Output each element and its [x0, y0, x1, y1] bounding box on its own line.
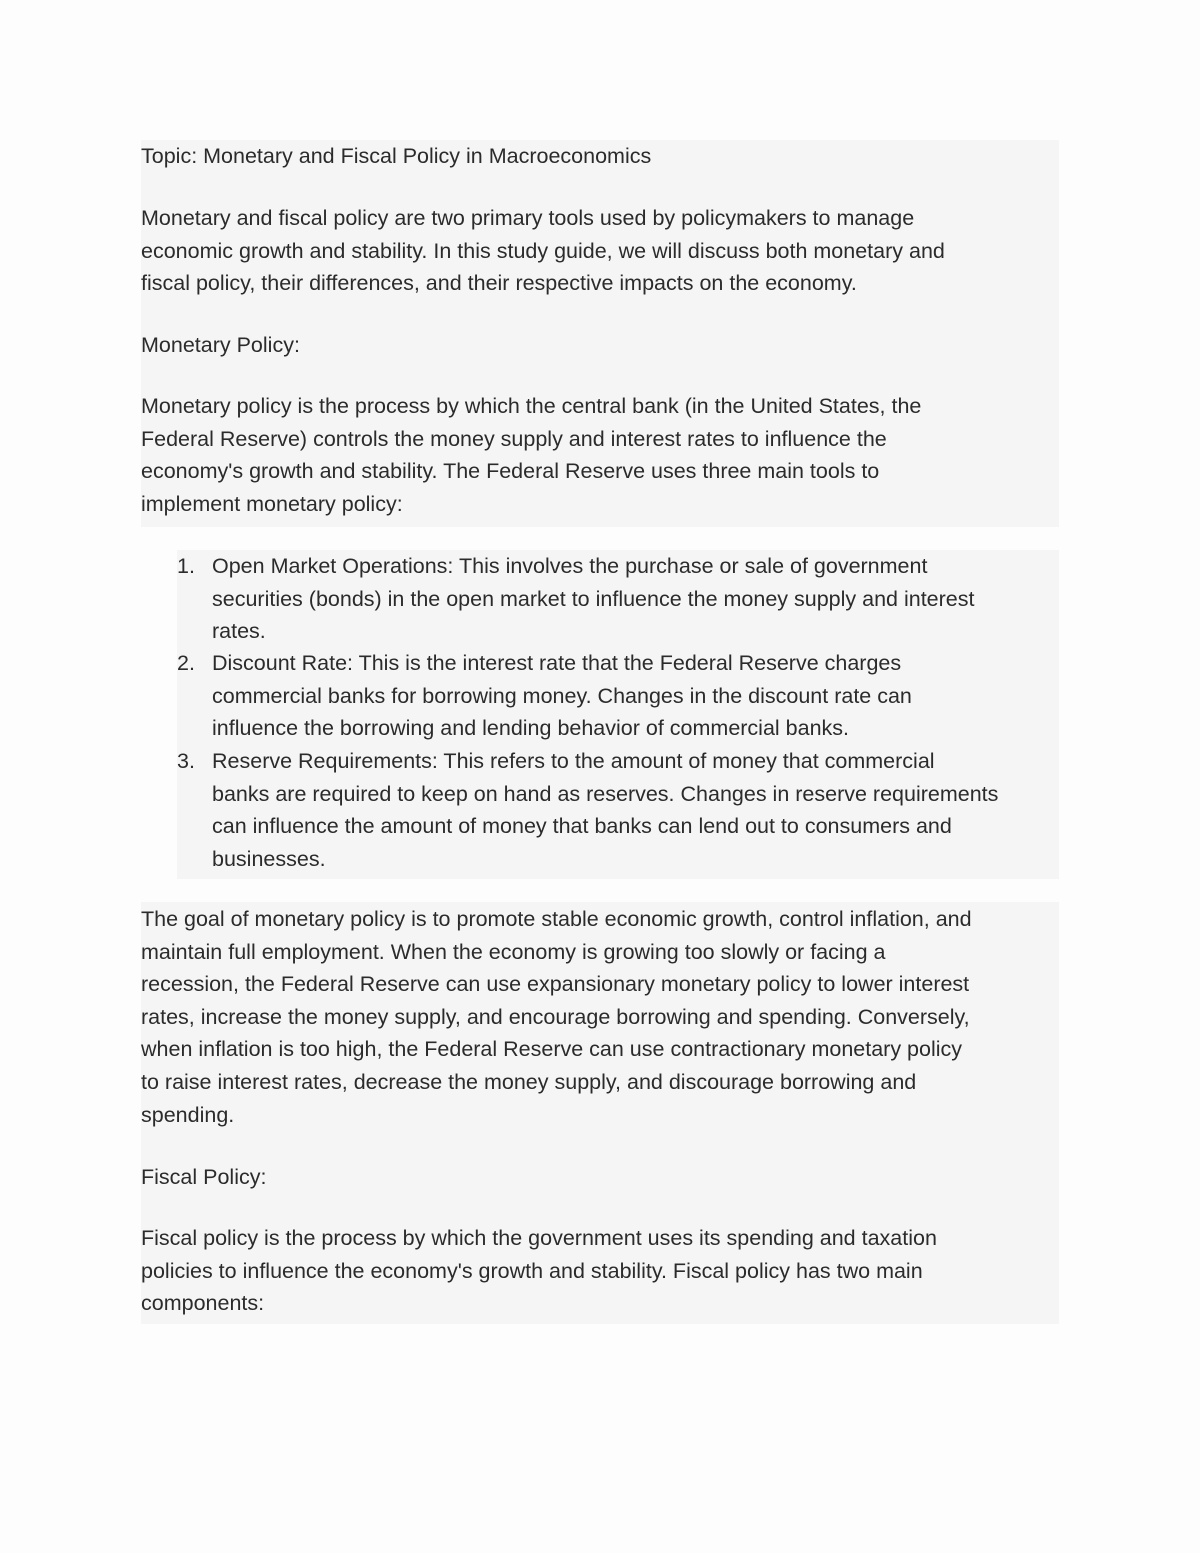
fiscal-policy-heading: Fiscal Policy: [141, 1165, 267, 1189]
list-number: 3. [177, 749, 195, 773]
list-number: 1. [177, 554, 195, 578]
intro-paragraph: Monetary and fiscal policy are two primary tools used by policymakers to manage economic growth and stability. In this study guide, we will discuss both monetary and fiscal policy, their differences, and their respective impacts on the economy. [141, 206, 945, 296]
list-number: 2. [177, 651, 195, 675]
monetary-policy-description: Monetary policy is the process by which the central bank (in the United States, the Federal Reserve) controls the money supply and interest rates to influence the economy's growth and stability. The Federal Reserve uses three main tools to implement monetary policy: [141, 394, 922, 516]
fiscal-policy-description: Fiscal policy is the process by which the government uses its spending and taxation policies to influence the economy's growth and stability. Fiscal policy has two main components: [141, 1226, 937, 1316]
monetary-policy-goal: The goal of monetary policy is to promote stable economic growth, control inflation, and maintain full employment. When the economy is growing too slowly or facing a recession, the Federal Reserve can use expansionary monetary policy to lower interest rates, increase the money supply, and encourage borrowing and spending. Conversely, when inflation is too high, the Federal Reserve can use contractionary monetary policy to raise interest rates, decrease the money supply, and discourage borrowing and spending. [141, 907, 972, 1127]
monetary-policy-heading: Monetary Policy: [141, 333, 300, 357]
document-topic: Topic: Monetary and Fiscal Policy in Macroeconomics [141, 144, 652, 168]
